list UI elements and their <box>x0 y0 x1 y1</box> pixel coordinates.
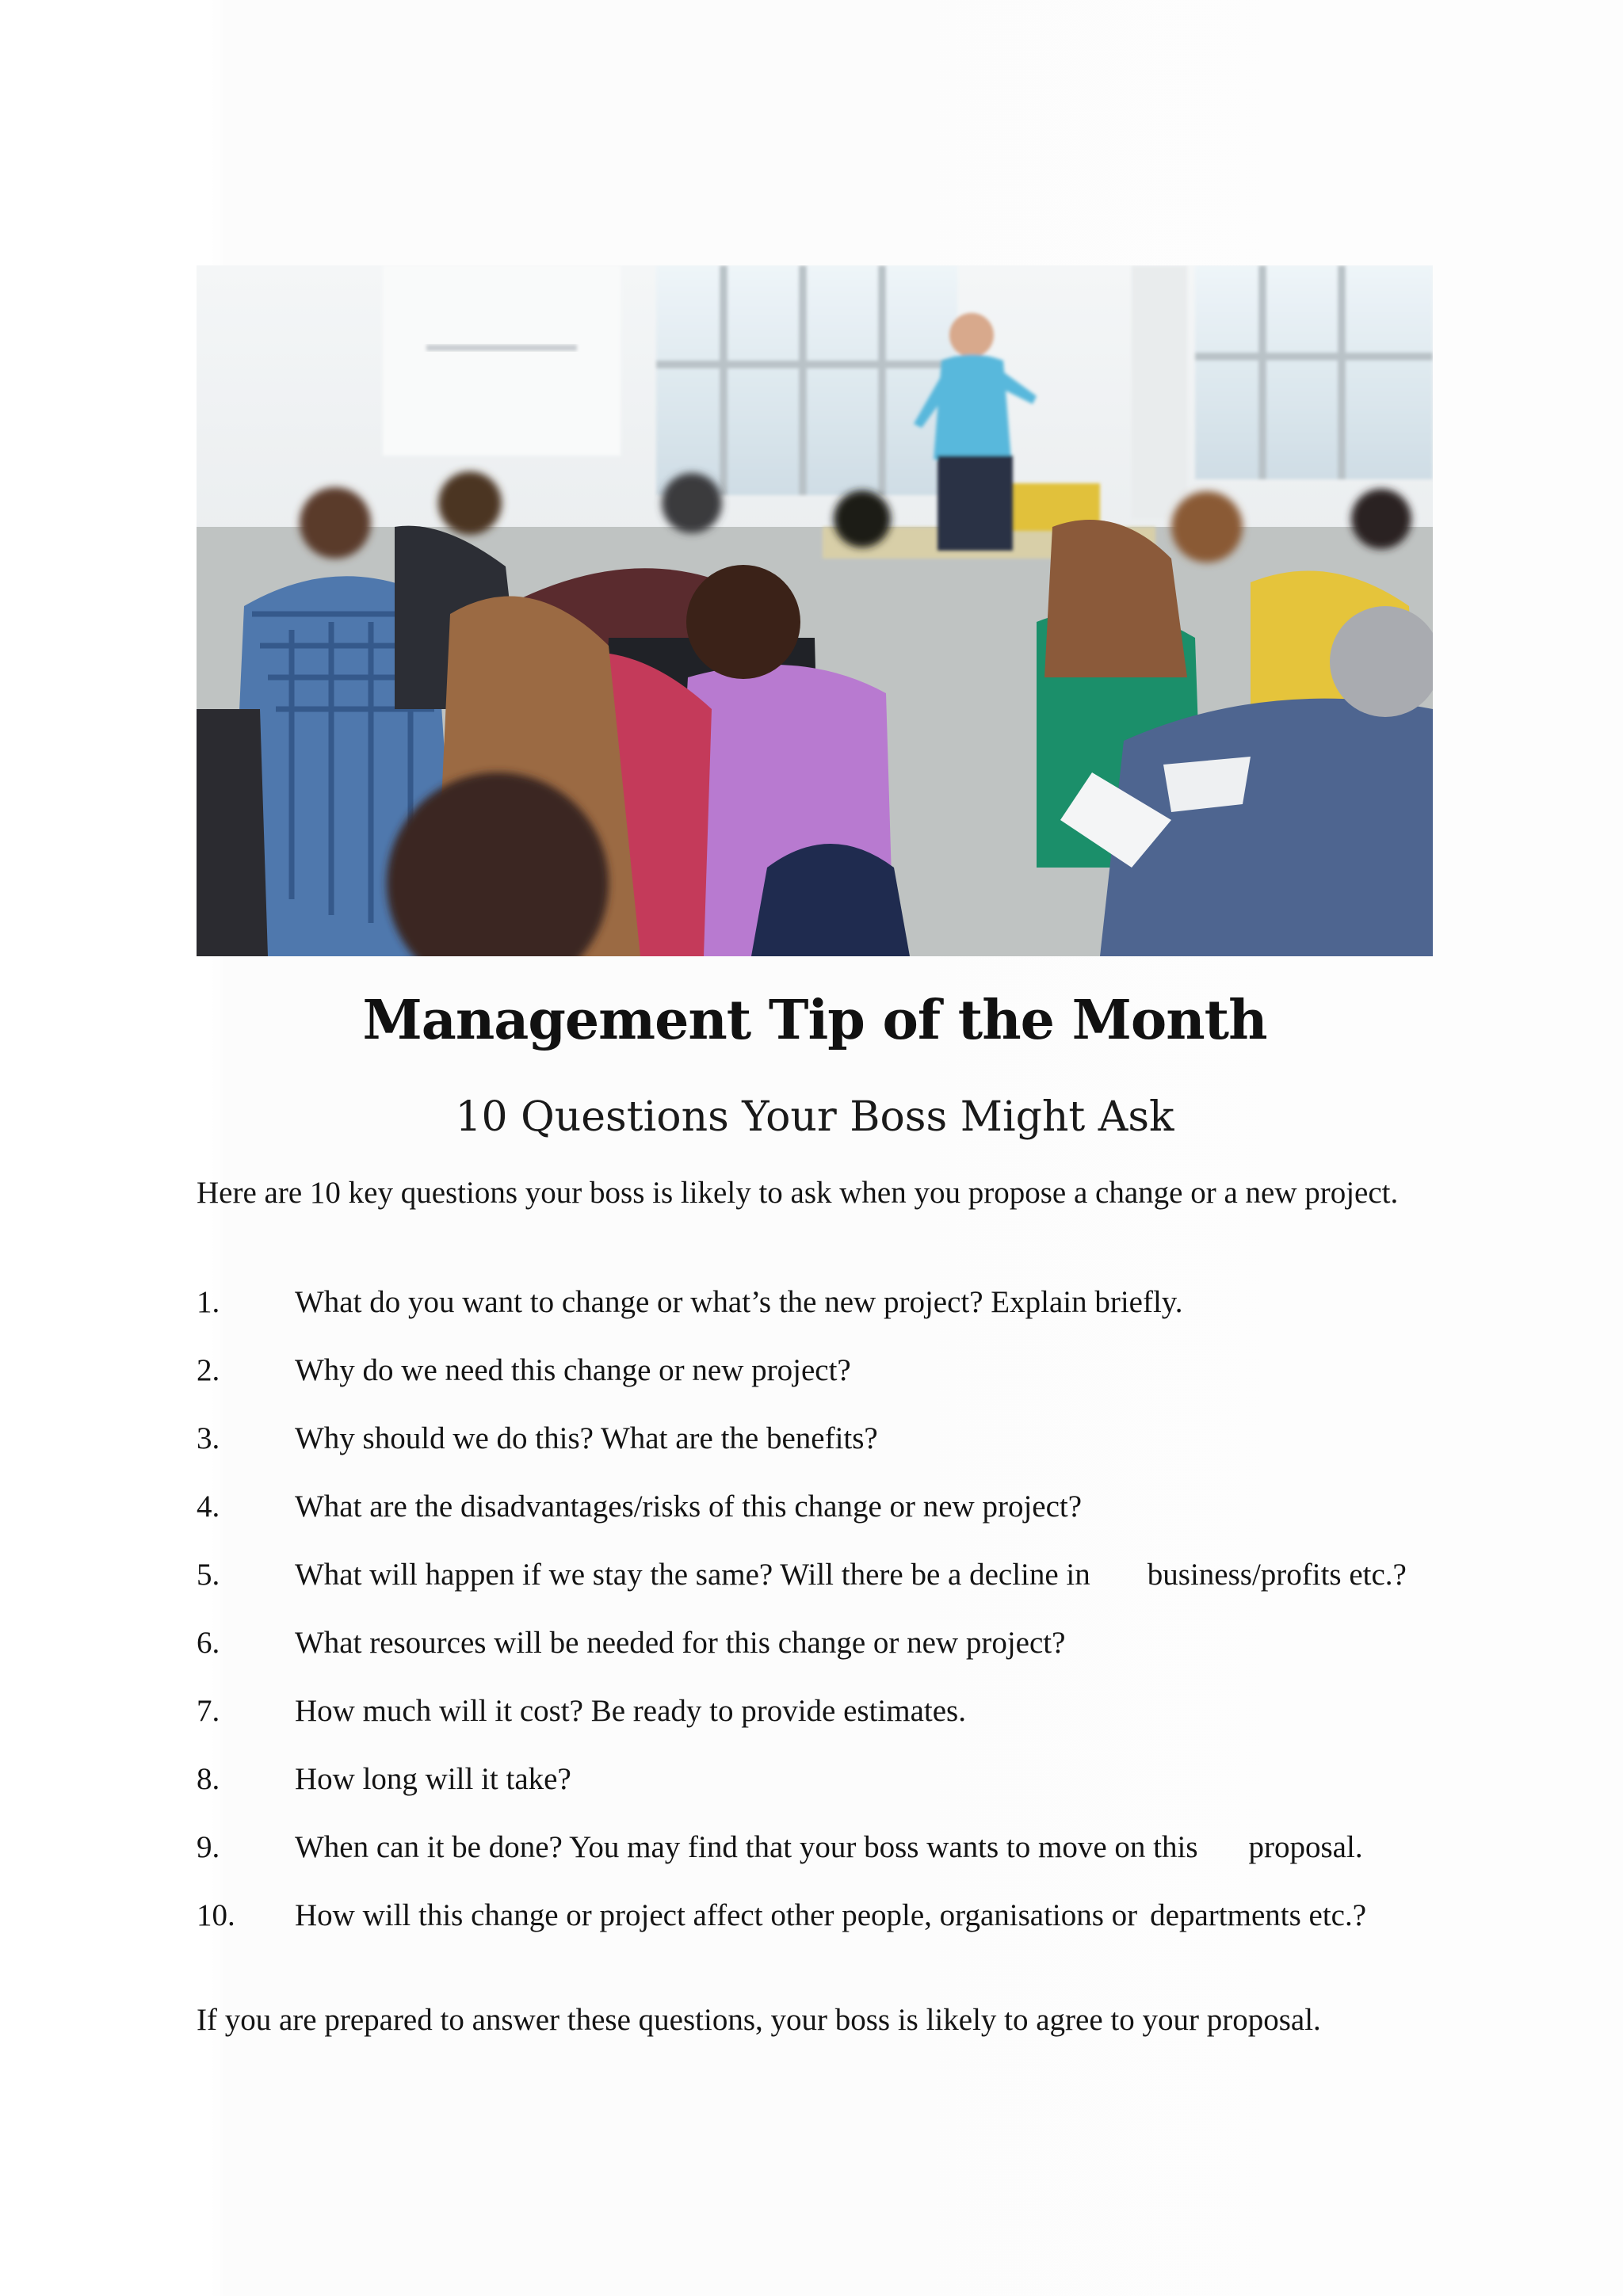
question-text <box>295 1554 1420 1596</box>
question-number: 9. <box>197 1830 220 1864</box>
question-item <box>197 1827 1433 1868</box>
question-item <box>197 1486 1433 1527</box>
question-number: 6. <box>197 1626 220 1660</box>
question-text: What are the disadvantages/risks of this change or new project? <box>295 1489 1083 1524</box>
question-text-part: What will happen if we stay the same? Will there be a decline in <box>295 1558 1090 1592</box>
question-item <box>197 1554 1433 1596</box>
page-title: Management Tip of the Month <box>362 989 1267 1052</box>
question-text-part: When can it be done? You may find that your boss wants to move on this <box>295 1830 1198 1864</box>
question-text: How long will it take? <box>295 1762 571 1796</box>
question-item <box>197 1418 1433 1459</box>
question-text: What do you want to change or what’s the new project? Explain briefly. <box>295 1285 1183 1319</box>
question-item <box>197 1895 1433 1936</box>
questions-list <box>197 1282 1433 1963</box>
question-text-part: departments etc.? <box>1150 1898 1367 1932</box>
question-text <box>295 1827 1420 1868</box>
question-item <box>197 1759 1433 1800</box>
question-text-part: How will this change or project affect other people, organisations or <box>295 1898 1138 1932</box>
question-number: 8. <box>197 1762 220 1796</box>
question-text-part: proposal. <box>1248 1830 1363 1864</box>
question-number: 3. <box>197 1421 220 1455</box>
question-item <box>197 1350 1433 1391</box>
question-item <box>197 1282 1433 1323</box>
question-number: 1. <box>197 1285 220 1319</box>
closing-paragraph: If you are prepared to answer these questions, your boss is likely to agree to your proposal. <box>197 2003 1321 2037</box>
question-item <box>197 1623 1433 1664</box>
question-text <box>295 1895 1420 1936</box>
question-text: Why do we need this change or new project? <box>295 1353 851 1387</box>
question-text-part: business/profits etc.? <box>1147 1558 1407 1592</box>
question-number: 10. <box>197 1898 235 1932</box>
question-number: 2. <box>197 1353 220 1387</box>
question-number: 7. <box>197 1694 220 1728</box>
question-text: What resources will be needed for this change or new project? <box>295 1626 1066 1660</box>
seminar-audience-photo <box>197 265 1433 956</box>
question-number: 4. <box>197 1489 220 1524</box>
page-subtitle: 10 Questions Your Boss Might Ask <box>455 1093 1174 1141</box>
question-text: Why should we do this? What are the benefits? <box>295 1421 878 1455</box>
intro-paragraph: Here are 10 key questions your boss is likely to ask when you propose a change or a new project. <box>197 1176 1399 1210</box>
question-item <box>197 1691 1433 1732</box>
question-text: How much will it cost? Be ready to provide estimates. <box>295 1694 966 1728</box>
question-number: 5. <box>197 1558 220 1592</box>
